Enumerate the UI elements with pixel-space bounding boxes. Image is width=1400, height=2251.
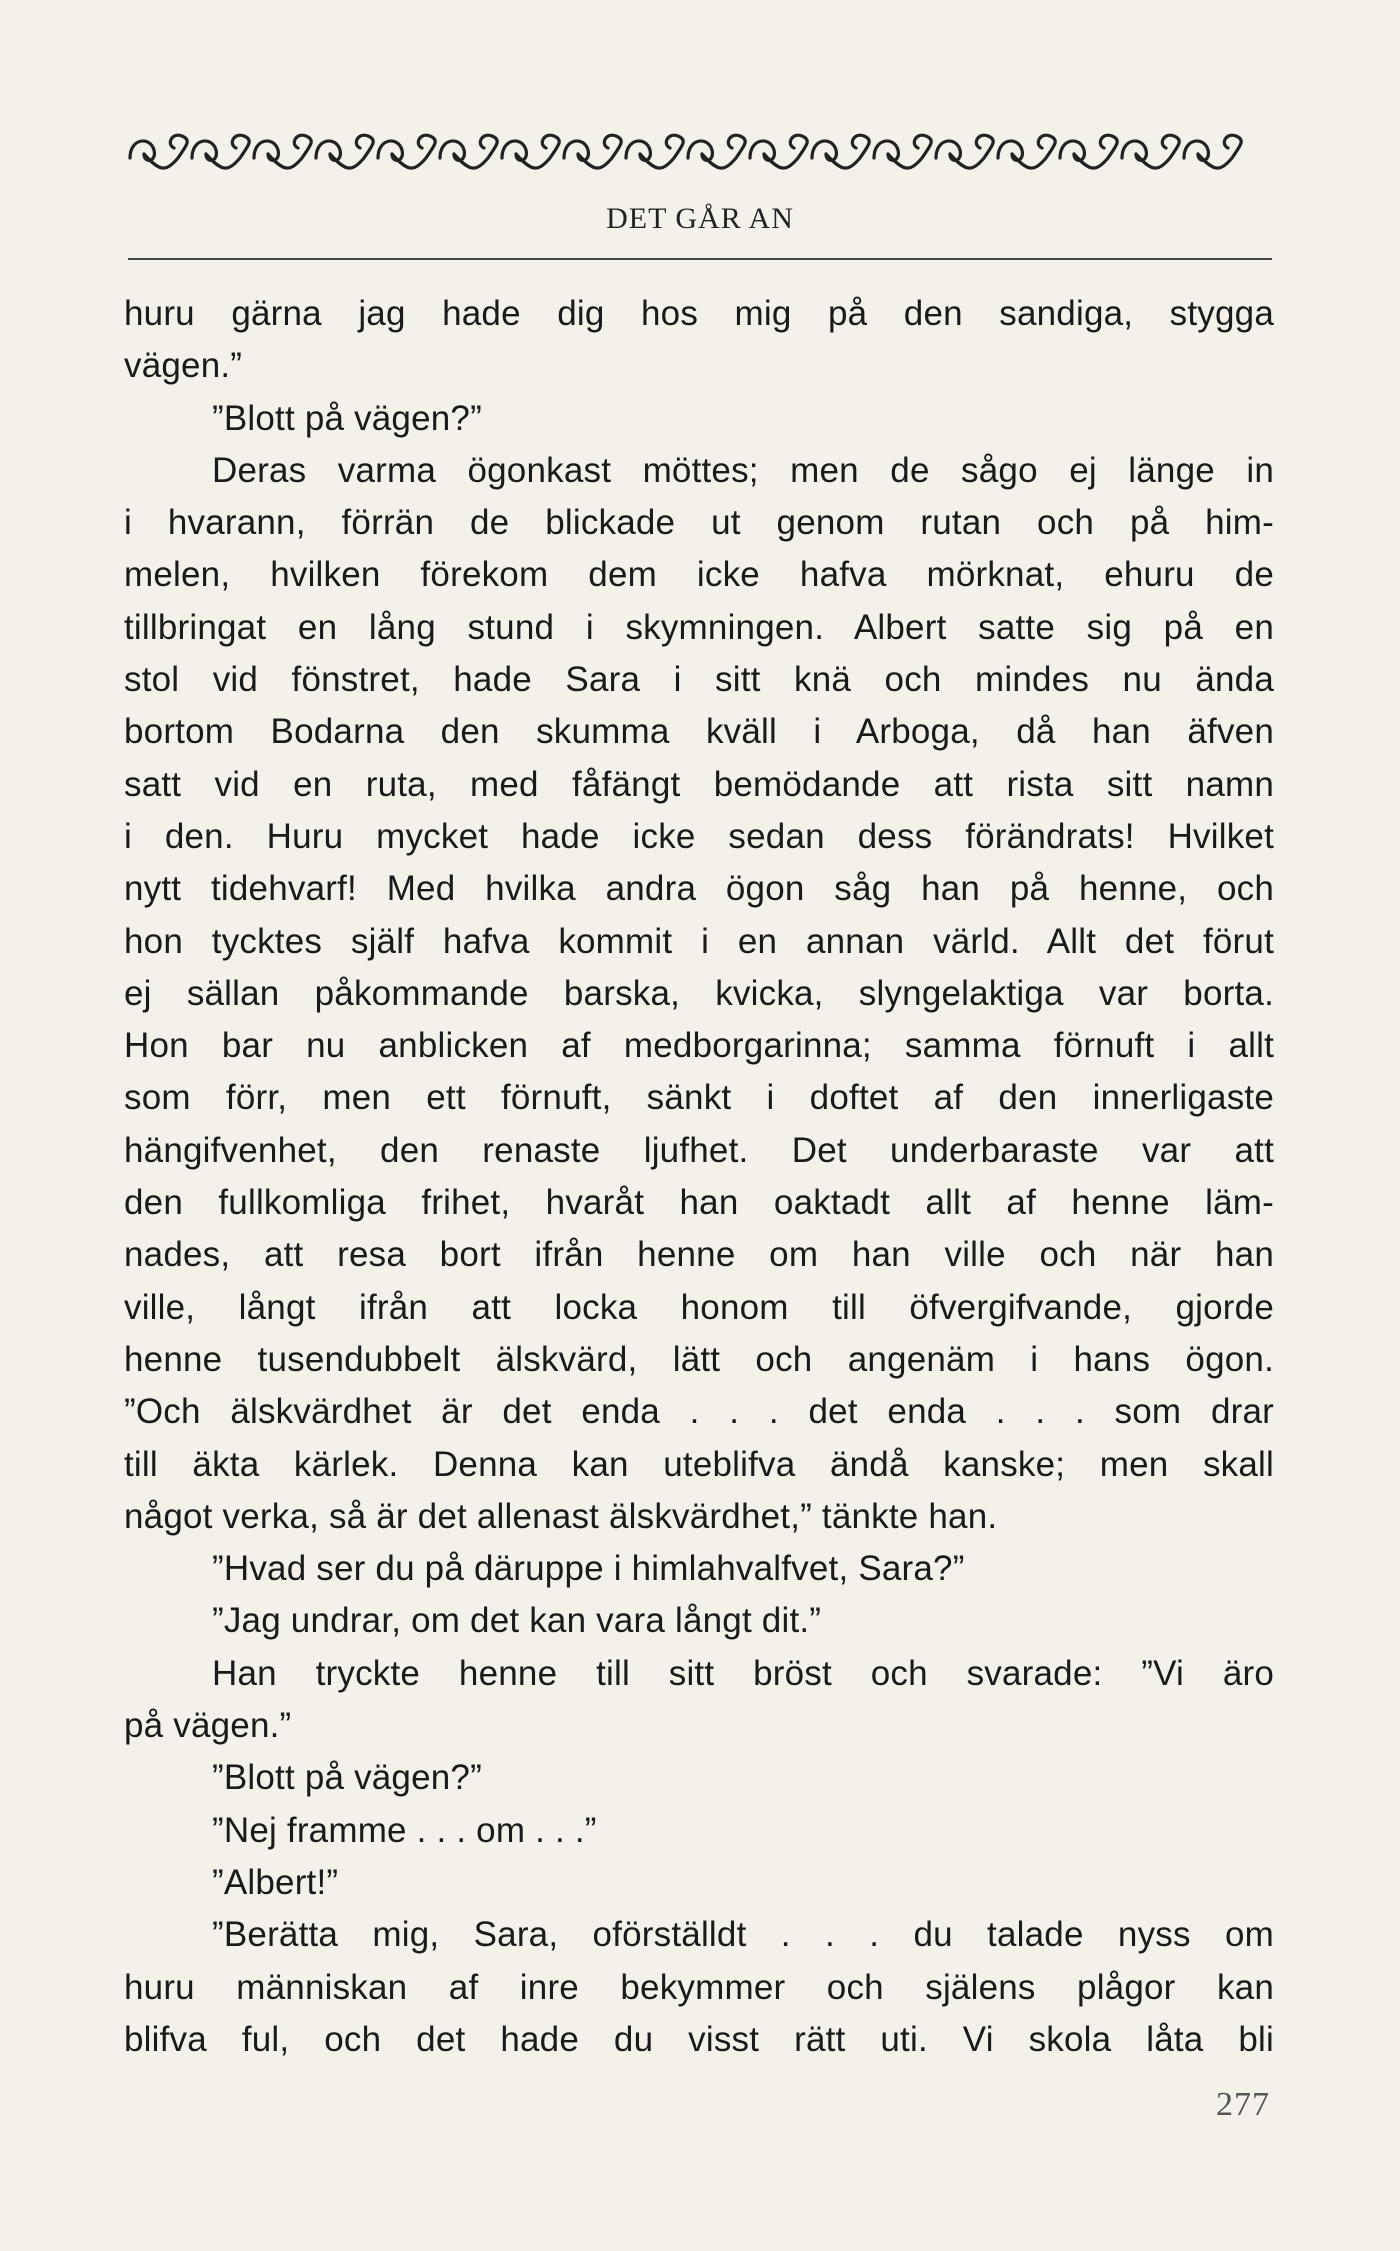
text-line: tillbringat en lång stund i skymningen. Albert satte sig på en — [124, 607, 1274, 647]
text-line: ”Jag undrar, om det kan vara långt dit.” — [212, 1601, 822, 1641]
text-line: ”Berätta mig, Sara, oförställdt . . . du talade nyss om — [212, 1915, 1274, 1955]
text-line: Deras varma ögonkast möttes; men de sågo ej länge in — [212, 450, 1274, 490]
scroll-ornament-unit — [936, 135, 993, 168]
text-line: ”Hvad ser du på däruppe i himlahvalfvet, Sara?” — [212, 1549, 965, 1589]
text-line: stol vid fönstret, hade Sara i sitt knä och mindes nu ända — [124, 660, 1274, 700]
text-line: satt vid en ruta, med fåfängt bemödande att rista sitt namn — [124, 764, 1274, 804]
text-line: Han tryckte henne till sitt bröst och svarade: ”Vi äro — [212, 1653, 1274, 1693]
scroll-ornament-unit — [378, 135, 435, 168]
text-line: huru människan af inre bekymmer och själens plågor kan — [124, 1967, 1274, 2007]
text-line: som förr, men ett förnuft, sänkt i doftet af den innerligaste — [124, 1078, 1274, 1118]
text-line: ”Blott på vägen?” — [212, 1758, 482, 1798]
scroll-ornament-unit — [812, 135, 869, 168]
text-line: i den. Huru mycket hade icke sedan dess förändrats! Hvilket — [124, 816, 1274, 856]
text-line: ”Nej framme . . . om . . .” — [212, 1810, 597, 1850]
scroll-ornament-unit — [1184, 135, 1241, 168]
text-line: melen, hvilken förekom dem icke hafva mörknat, ehuru de — [124, 555, 1274, 595]
text-line: den fullkomliga frihet, hvaråt han oaktadt allt af henne läm- — [124, 1183, 1274, 1223]
text-line: hon tycktes själf hafva kommit i en annan värld. Allt det förut — [124, 921, 1274, 961]
scroll-ornament-unit — [874, 135, 931, 168]
text-line: ”Blott på vägen?” — [212, 398, 482, 438]
page-number: 277 — [1216, 2086, 1270, 2123]
scroll-ornament-unit — [688, 135, 745, 168]
text-line: nades, att resa bort ifrån henne om han ville och när han — [124, 1235, 1274, 1275]
scroll-ornament-unit — [750, 135, 807, 168]
body-text — [124, 288, 1274, 2066]
text-line: nytt tidehvarf! Med hvilka andra ögon såg han på henne, och — [124, 869, 1274, 909]
scroll-ornament-unit — [440, 135, 497, 168]
text-line: blifva ful, och det hade du visst rätt uti. Vi skola låta bli — [124, 2019, 1274, 2059]
scroll-ornament-unit — [130, 135, 187, 168]
scroll-ornament-unit — [192, 135, 249, 168]
scroll-ornament-unit — [1122, 135, 1179, 168]
text-line: hängifvenhet, den renaste ljufhet. Det underbaraste var att — [124, 1130, 1274, 1170]
scroll-ornament-unit — [564, 135, 621, 168]
text-line: bortom Bodarna den skumma kväll i Arboga, då han äfven — [124, 712, 1274, 752]
text-line: huru gärna jag hade dig hos mig på den sandiga, stygga — [124, 294, 1274, 333]
text-line: ”Albert!” — [212, 1862, 339, 1902]
running-head: DET GÅR AN — [606, 202, 794, 235]
scroll-ornament-unit — [626, 135, 683, 168]
header-rule — [128, 258, 1272, 260]
text-line: i hvarann, förrän de blickade ut genom rutan och på him- — [124, 503, 1274, 543]
text-line: Hon bar nu anblicken af medborgarinna; samma förnuft i allt — [124, 1026, 1274, 1066]
scroll-ornament-unit — [502, 135, 559, 168]
text-line: till äkta kärlek. Denna kan uteblifva ändå kanske; men skall — [124, 1444, 1274, 1484]
text-line: vägen.” — [124, 346, 243, 386]
text-line: ej sällan påkommande barska, kvicka, slyngelaktiga var borta. — [124, 973, 1274, 1013]
text-line: ville, långt ifrån att locka honom till öfvergifvande, gjorde — [124, 1287, 1274, 1327]
scroll-ornament-unit — [1060, 135, 1117, 168]
scroll-ornament-unit — [998, 135, 1055, 168]
scroll-ornament-unit — [316, 135, 373, 168]
text-line: något verka, så är det allenast älskvärdhet,” tänkte han. — [124, 1496, 998, 1536]
text-line: ”Och älskvärdhet är det enda . . . det enda . . . som drar — [124, 1392, 1274, 1432]
decorative-border-ornament — [128, 128, 1272, 180]
scroll-ornament-unit — [254, 135, 311, 168]
text-line: på vägen.” — [124, 1706, 292, 1746]
text-line: henne tusendubbelt älskvärd, lätt och angenäm i hans ögon. — [124, 1339, 1274, 1379]
